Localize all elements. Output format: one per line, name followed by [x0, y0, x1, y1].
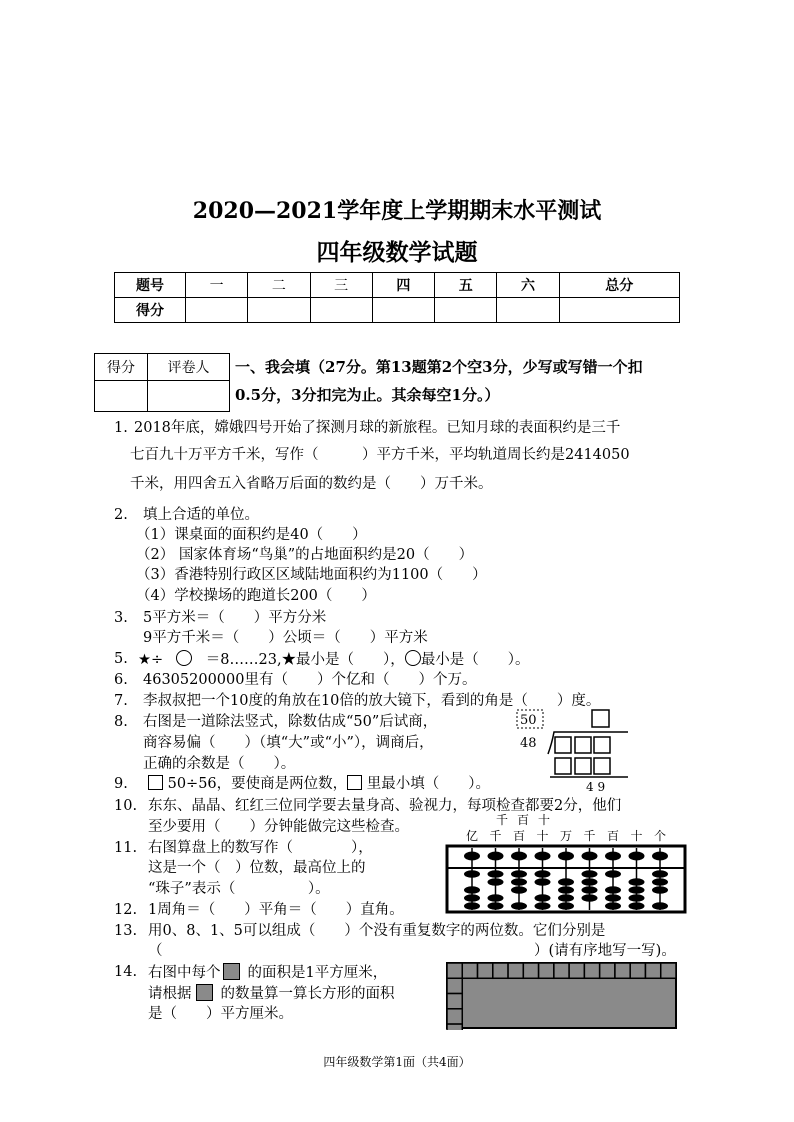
abacus-place-label: 亿 [466, 829, 479, 843]
unit-square [584, 963, 599, 978]
remainder-text: 4 9 [586, 780, 606, 794]
long-division-figure [510, 707, 640, 795]
estimate-text: 50 [520, 713, 537, 728]
q14-l2a: 请根据 [148, 986, 192, 1002]
score-table-score-row [115, 298, 680, 323]
q1-number: 1. [114, 420, 128, 436]
abacus-lower-bead[interactable] [511, 902, 527, 910]
abacus-top-label: 十 [538, 813, 551, 827]
abacus-lower-bead[interactable] [582, 886, 598, 894]
division-bracket [548, 732, 628, 754]
digit-box[interactable] [555, 737, 571, 753]
unit-square [661, 963, 676, 978]
q2-head: 填上合适的单位。 [143, 507, 259, 523]
score-cell: 一 [186, 273, 248, 298]
q9-part1: 50÷56，要使商是两位数， [167, 776, 348, 792]
unit-square [447, 978, 462, 993]
square-blank-icon[interactable] [347, 775, 362, 790]
q5-part4: 最小是（ ）。 [420, 652, 530, 668]
q12-text: 1周角＝（ ）平角＝（ ）直角。 [148, 902, 404, 918]
abacus-lower-bead[interactable] [605, 902, 621, 910]
digit-box[interactable] [594, 758, 610, 774]
score-cell: 二 [248, 273, 310, 298]
score-cell: 六 [497, 273, 559, 298]
section-heading: 一、我会填（27分。第13题第2个空3分，少写或写错一个扣 [235, 358, 643, 376]
unit-square [630, 963, 645, 978]
digit-box[interactable] [575, 758, 591, 774]
score-cell: 五 [435, 273, 497, 298]
q2-b: （2） 国家体育场“鸟巢”的占地面积约是20（ ） [136, 547, 474, 563]
q8-line3: 正确的余数是（ ）。 [143, 756, 296, 772]
q9-line [148, 775, 490, 793]
abacus-place-label: 千 [583, 829, 596, 843]
q3-line1: 5平方米＝（ ）平方分米 [143, 610, 327, 626]
score-cell: 四 [372, 273, 434, 298]
circle-icon [405, 650, 421, 666]
digit-box[interactable] [575, 737, 591, 753]
score-cell: 三 [310, 273, 372, 298]
abacus-upper-bead[interactable] [511, 852, 527, 861]
q14-l1a: 右图中每个 [148, 965, 221, 981]
abacus-lower-bead[interactable] [582, 894, 598, 902]
unit-square [478, 963, 493, 978]
abacus-lower-bead[interactable] [605, 870, 621, 878]
q2-d: （4）学校操场的跑道长200（ ） [136, 588, 376, 604]
score-input-cell[interactable] [559, 298, 679, 323]
q13-line1: 用0、8、1、5可以组成（ ）个没有重复数字的两位数。它们分别是 [148, 923, 606, 939]
q9-part2: 里最小填（ ）。 [366, 776, 491, 792]
abacus-place-label: 个 [654, 829, 667, 843]
exam-subtitle: 四年级数学试题 [316, 239, 478, 266]
unit-square [569, 963, 584, 978]
abacus-lower-bead[interactable] [488, 894, 504, 902]
abacus-lower-bead[interactable] [629, 902, 645, 910]
q1-line3: 千米，用四舍五入省略万后面的数约是（ ）万千米。 [130, 476, 493, 492]
abacus-upper-bead[interactable] [558, 852, 574, 861]
q5-part3: ★最小是（ ）， [281, 652, 405, 668]
unit-square [447, 1009, 462, 1024]
gray-square-icon [223, 963, 240, 980]
q2-number: 2. [114, 507, 128, 523]
divisor-text: 48 [520, 736, 537, 751]
quotient-box[interactable] [592, 710, 609, 727]
unit-square [615, 963, 630, 978]
abacus-lower-bead[interactable] [511, 870, 527, 878]
q13-line2-open: （ [148, 943, 163, 959]
q10-line1: 东东、晶晶、红红三位同学要去量身高、验视力，每项检查都要2分，他们 [148, 798, 622, 814]
q14-line1 [148, 963, 387, 982]
digit-box[interactable] [555, 758, 571, 774]
q7-number: 7. [114, 693, 128, 709]
q3-number: 3. [114, 610, 128, 626]
score-input-cell[interactable] [372, 298, 434, 323]
abacus-lower-bead[interactable] [652, 886, 668, 894]
unit-square [600, 963, 615, 978]
q13-number: 13. [114, 923, 138, 939]
abacus-lower-bead[interactable] [535, 878, 551, 886]
abacus-lower-bead[interactable] [558, 902, 574, 910]
abacus-lower-bead[interactable] [629, 894, 645, 902]
q5-star-div: ★÷ [138, 652, 164, 668]
q2-a: （1）课桌面的面积约是40（ ） [136, 527, 367, 543]
abacus-upper-bead[interactable] [629, 852, 645, 861]
q6-number: 6. [114, 672, 128, 688]
score-input-cell[interactable] [186, 298, 248, 323]
grader-score-label: 得分 [95, 354, 148, 381]
digit-box[interactable] [594, 737, 610, 753]
q11-line2: 这是一个（ ）位数，最高位上的 [148, 860, 366, 876]
unit-square [523, 963, 538, 978]
abacus-lower-bead[interactable] [464, 902, 480, 910]
unit-square [447, 994, 462, 1009]
score-cell-label: 题号 [115, 273, 186, 298]
q2-c: （3）香港特别行政区区域陆地面积约为1100（ ） [136, 567, 487, 583]
unit-square [554, 963, 569, 978]
abacus-lower-bead[interactable] [464, 886, 480, 894]
q7-text: 李叔叔把一个10度的角放在10倍的放大镜下，看到的角是（ ）度。 [143, 693, 601, 709]
abacus-place-label: 万 [560, 829, 573, 843]
q11-line3: “珠子”表示（ ）。 [148, 881, 330, 897]
score-input-cell[interactable] [310, 298, 372, 323]
abacus-lower-bead[interactable] [558, 894, 574, 902]
square-blank-icon[interactable] [148, 775, 163, 790]
abacus-upper-bead[interactable] [605, 852, 621, 861]
section-heading-cont: 0.5分，3分扣完为止。其余每空1分。） [235, 386, 500, 404]
area-grid-figure [446, 962, 678, 1030]
abacus-lower-bead[interactable] [605, 894, 621, 902]
score-input-cell[interactable] [497, 298, 559, 323]
q5-part2: ＝8……23, [205, 652, 282, 668]
abacus-lower-bead[interactable] [558, 886, 574, 894]
score-cell: 总分 [559, 273, 679, 298]
q14-l1b: 的面积是1平方厘米， [247, 965, 388, 981]
abacus-upper-bead[interactable] [464, 852, 480, 861]
grader-score-cell[interactable] [95, 381, 148, 412]
abacus-lower-bead[interactable] [488, 870, 504, 878]
q5-number: 5. [114, 651, 128, 667]
q1-line2: 七百九十万平方千米，写作（ ）平方千米，平均轨道周长约是2414050 [130, 447, 630, 463]
q14-line3: 是（ ）平方厘米。 [148, 1006, 293, 1022]
abacus-lower-bead[interactable] [582, 878, 598, 886]
unit-square [508, 963, 523, 978]
circle-icon [176, 650, 192, 666]
abacus-upper-bead[interactable] [535, 852, 551, 861]
abacus-upper-bead[interactable] [582, 852, 598, 861]
q8-line2: 商容易偏（ ）（填“大”或“小”），调商后， [143, 735, 434, 751]
abacus-lower-bead[interactable] [652, 870, 668, 878]
abacus-lower-bead[interactable] [652, 878, 668, 886]
abacus-lower-bead[interactable] [629, 886, 645, 894]
abacus-top-label: 百 [517, 813, 530, 827]
score-input-cell[interactable] [435, 298, 497, 323]
abacus-lower-bead[interactable] [582, 870, 598, 878]
abacus-place-label: 百 [513, 829, 526, 843]
score-input-cell[interactable] [248, 298, 310, 323]
q8-line1: 右图是一道除法竖式，除数估成“50”后试商， [143, 714, 438, 730]
gray-square-icon [196, 984, 213, 1001]
grader-name-label: 评卷人 [148, 354, 230, 381]
score-table-header-row [115, 273, 680, 298]
q9-number: 9. [114, 776, 128, 792]
abacus-lower-bead[interactable] [488, 902, 504, 910]
unit-square [447, 1024, 462, 1030]
abacus-place-label: 百 [607, 829, 620, 843]
abacus-top-label: 千 [496, 813, 509, 827]
q14-number: 14. [114, 964, 138, 980]
q8-number: 8. [114, 714, 128, 730]
unit-square [462, 963, 477, 978]
q10-line2: 至少要用（ ）分钟能做完这些检查。 [148, 819, 409, 835]
abacus-lower-bead[interactable] [511, 886, 527, 894]
grader-name-cell[interactable] [148, 381, 230, 412]
q11-line1: 右图算盘上的数写作（ ）， [148, 840, 373, 856]
q13-line2-close: ）(请有序地写一写)。 [534, 943, 676, 959]
unit-square [539, 963, 554, 978]
unit-square [493, 963, 508, 978]
abacus-lower-bead[interactable] [535, 870, 551, 878]
q14-l2b: 的数量算一算长方形的面积 [220, 986, 395, 1002]
abacus-lower-bead[interactable] [511, 878, 527, 886]
abacus-upper-bead[interactable] [652, 852, 668, 861]
q14-line2 [148, 984, 395, 1003]
abacus-lower-bead[interactable] [535, 902, 551, 910]
abacus-lower-bead[interactable] [652, 902, 668, 910]
abacus-lower-bead[interactable] [629, 878, 645, 886]
q3-line2: 9平方千米＝（ ）公顷＝（ ）平方米 [143, 630, 428, 646]
q1-line1: 2018年底，嫦娥四号开始了探测月球的新旅程。已知月球的表面积约是三千 [134, 420, 621, 436]
abacus-figure [444, 812, 688, 914]
abacus-lower-bead[interactable] [558, 878, 574, 886]
grader-box [94, 353, 230, 412]
q12-number: 12. [114, 902, 138, 918]
score-table [114, 272, 680, 323]
abacus-upper-bead[interactable] [488, 852, 504, 861]
abacus-place-label: 千 [489, 829, 502, 843]
exam-title: 2020—2021学年度上学期期末水平测试 [192, 198, 602, 224]
q6-text: 46305200000里有（ ）个亿和（ ）个万。 [143, 672, 477, 688]
abacus-lower-bead[interactable] [605, 886, 621, 894]
unit-square [447, 963, 462, 978]
abacus-lower-bead[interactable] [488, 878, 504, 886]
abacus-lower-bead[interactable] [535, 894, 551, 902]
abacus-place-label: 十 [630, 829, 643, 843]
q10-number: 10. [114, 798, 138, 814]
page-footer: 四年级数学第1面（共4面） [323, 1055, 471, 1069]
abacus-lower-bead[interactable] [464, 894, 480, 902]
q11-number: 11. [114, 840, 138, 856]
unit-square [645, 963, 660, 978]
abacus-place-label: 十 [536, 829, 549, 843]
q5-line [138, 650, 530, 669]
score-cell-label: 得分 [115, 298, 186, 323]
abacus-lower-bead[interactable] [464, 870, 480, 878]
